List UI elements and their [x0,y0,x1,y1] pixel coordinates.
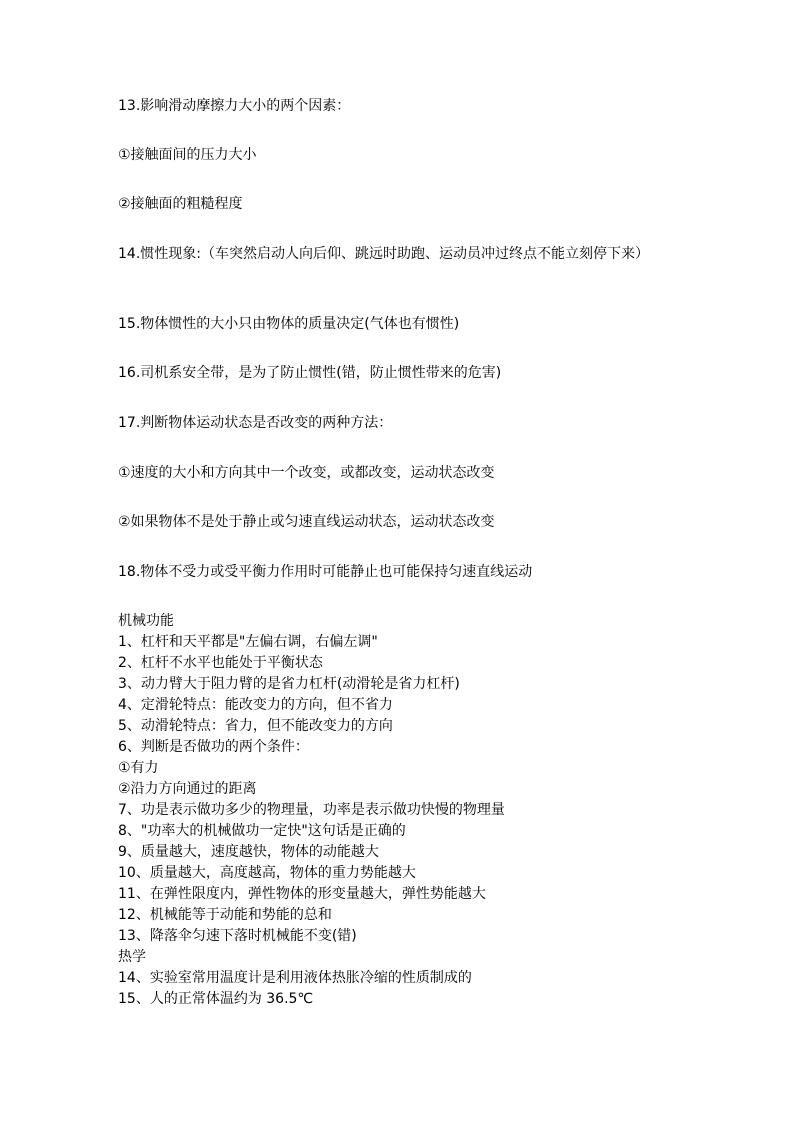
text-line: 10、质量越大，高度越高，物体的重力势能越大 [118,865,416,881]
text-line: 1、杠杆和天平都是"左偏右调，右偏左调" [118,634,378,650]
text-line: 3、动力臂大于阻力臂的是省力杠杆(动滑轮是省力杠杆) [118,676,460,692]
text-line: 5、动滑轮特点：省力，但不能改变力的方向 [118,718,393,734]
text-line: 4、定滑轮特点：能改变力的方向，但不省力 [118,697,393,713]
text-line: 8、"功率大的机械做功一定快"这句话是正确的 [118,823,406,839]
text-line: 18.物体不受力或受平衡力作用时可能静止也可能保持匀速直线运动 [118,564,533,580]
text-line: ①接触面间的压力大小 [118,147,257,163]
text-line: 15、人的正常体温约为 36.5℃ [118,991,314,1007]
text-line: 13、降落伞匀速下落时机械能不变(错) [118,928,357,944]
text-line: ②如果物体不是处于静止或匀速直线运动状态，运动状态改变 [118,514,495,530]
text-line: ②接触面的粗糙程度 [118,196,243,212]
text-line: 17.判断物体运动状态是否改变的两种方法： [118,415,393,431]
text-line: 12、机械能等于动能和势能的总和 [118,907,332,923]
text-line: 7、功是表示做功多少的物理量，功率是表示做功快慢的物理量 [118,802,505,818]
text-line: 11、在弹性限度内，弹性物体的形变量越大，弹性势能越大 [118,886,486,902]
section-heading: 机械功能 [118,613,174,629]
text-line: 14、实验室常用温度计是利用液体热胀冷缩的性质制成的 [118,970,472,986]
text-line: 14.惯性现象:（车突然启动人向后仰、跳远时助跑、运动员冲过终点不能立刻停下来） [118,246,649,262]
text-line: ①有力 [118,760,159,776]
text-line: 15.物体惯性的大小只由物体的质量决定(气体也有惯性) [118,316,460,332]
text-line: 13.影响滑动摩擦力大小的两个因素： [118,98,351,114]
text-line: ①速度的大小和方向其中一个改变，或都改变，运动状态改变 [118,465,495,481]
text-line: ②沿力方向通过的距离 [118,781,257,797]
text-line: 6、判断是否做功的两个条件： [118,739,309,755]
text-line: 2、杠杆不水平也能处于平衡状态 [118,655,323,671]
text-line: 16.司机系安全带，是为了防止惯性(错，防止惯性带来的危害) [118,365,502,381]
section-heading: 热学 [118,949,146,965]
text-line: 9、质量越大，速度越快，物体的动能越大 [118,844,379,860]
